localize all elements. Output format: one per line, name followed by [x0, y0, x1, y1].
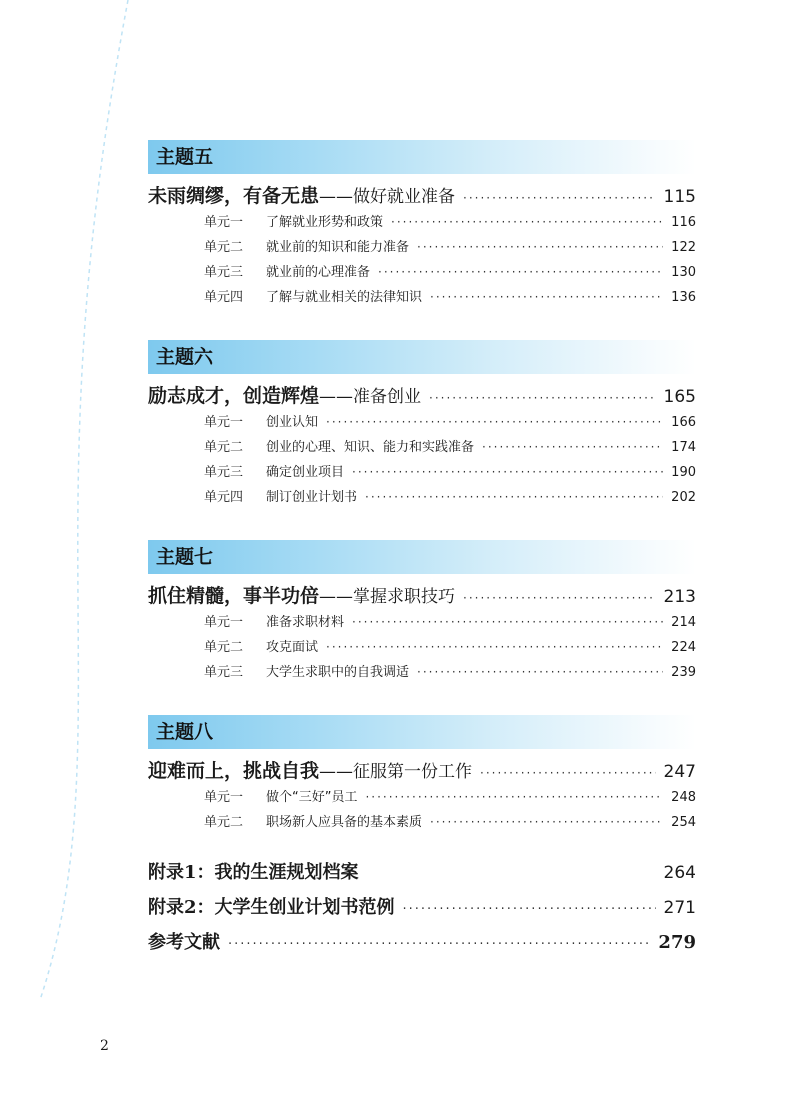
- toc-unit-row[interactable]: [204, 436, 696, 461]
- unit-title: 攻克面试: [266, 640, 319, 655]
- unit-label: 单元一: [204, 215, 244, 230]
- page-ref: 248: [671, 790, 696, 805]
- theme-title-rest: ——征服第一份工作: [319, 762, 473, 782]
- references-title: 参考文献: [148, 932, 220, 953]
- dot-leader: [352, 615, 663, 629]
- page-ref: 116: [671, 215, 696, 230]
- theme-title-rest: ——做好就业准备: [319, 187, 456, 207]
- unit-label: 单元三: [204, 665, 244, 680]
- theme-six-section: [148, 340, 696, 511]
- unit-label: 单元三: [204, 465, 244, 480]
- page-ref: 136: [671, 290, 696, 305]
- page-ref: 202: [671, 490, 696, 505]
- theme-seven-section: [148, 540, 696, 686]
- page-ref: 213: [663, 587, 696, 607]
- dot-leader: [429, 391, 656, 405]
- toc-unit-row[interactable]: [204, 811, 696, 836]
- toc-unit-row[interactable]: [204, 786, 696, 811]
- toc-unit-row[interactable]: [204, 261, 696, 286]
- theme-title-bold: 迎难而上，挑战自我: [148, 760, 320, 782]
- dot-leader: [430, 815, 663, 829]
- theme-seven-title-row[interactable]: [148, 581, 696, 611]
- dot-leader: [482, 440, 663, 454]
- theme-six-label: 主题六: [148, 340, 696, 374]
- toc-unit-row[interactable]: [204, 411, 696, 436]
- theme-six-title-row[interactable]: [148, 381, 696, 411]
- unit-label: 单元三: [204, 265, 244, 280]
- theme-title-rest: ——准备创业: [319, 387, 422, 407]
- dot-leader: [463, 591, 656, 605]
- theme-five-label: 主题五: [148, 140, 696, 174]
- unit-label: 单元二: [204, 815, 244, 830]
- dot-leader: [378, 265, 663, 279]
- decorative-dashed-curve: [0, 0, 160, 1000]
- dot-leader: [326, 415, 663, 429]
- dot-leader: [403, 902, 656, 917]
- theme-seven-label: 主题七: [148, 540, 696, 574]
- appendix-1-row[interactable]: [148, 858, 696, 892]
- page-ref: 279: [658, 932, 696, 953]
- unit-title: 做个“三好”员工: [266, 790, 358, 805]
- dot-leader: [417, 665, 663, 679]
- theme-eight-section: [148, 715, 696, 836]
- unit-title: 准备求职材料: [266, 615, 345, 630]
- theme-five-section: [148, 140, 696, 311]
- unit-title: 职场新人应具备的基本素质: [266, 815, 423, 830]
- page-ref: 122: [671, 240, 696, 255]
- page-ref: 214: [671, 615, 696, 630]
- unit-title: 创业认知: [266, 415, 319, 430]
- dot-leader: [365, 490, 663, 504]
- dot-leader: [352, 465, 663, 479]
- dot-leader: [430, 290, 663, 304]
- page-ref: 264: [663, 863, 696, 883]
- page-number: 2: [100, 1038, 109, 1054]
- dot-leader: [480, 766, 656, 780]
- unit-title: 大学生求职中的自我调适: [266, 665, 410, 680]
- page-ref: 239: [671, 665, 696, 680]
- unit-title: 就业前的心理准备: [266, 265, 371, 280]
- page-ref: 174: [671, 440, 696, 455]
- page-ref: 224: [671, 640, 696, 655]
- page-ref: 190: [671, 465, 696, 480]
- appendix-title: 附录1：我的生涯规划档案: [148, 862, 359, 883]
- unit-label: 单元二: [204, 240, 244, 255]
- toc-unit-row[interactable]: [204, 661, 696, 686]
- page-ref: 165: [663, 387, 696, 407]
- unit-label: 单元四: [204, 490, 244, 505]
- unit-label: 单元一: [204, 415, 244, 430]
- unit-label: 单元一: [204, 790, 244, 805]
- page-ref: 166: [671, 415, 696, 430]
- unit-title: 制订创业计划书: [266, 490, 358, 505]
- dot-leader: [417, 240, 663, 254]
- toc-unit-row[interactable]: [204, 286, 696, 311]
- dot-leader: [228, 937, 650, 952]
- unit-title: 了解与就业相关的法律知识: [266, 290, 423, 305]
- theme-title-rest: ——掌握求职技巧: [319, 587, 456, 607]
- page-ref: 247: [663, 762, 696, 782]
- dot-leader: [365, 790, 663, 804]
- page-ref: 115: [663, 187, 696, 207]
- unit-title: 创业的心理、知识、能力和实践准备: [266, 440, 475, 455]
- unit-title: 了解就业形势和政策: [266, 215, 384, 230]
- toc-unit-row[interactable]: [204, 211, 696, 236]
- theme-title-bold: 励志成才，创造辉煌: [148, 385, 320, 407]
- theme-eight-title-row[interactable]: [148, 756, 696, 786]
- dot-leader: [463, 191, 656, 205]
- theme-five-title-row[interactable]: [148, 181, 696, 211]
- unit-label: 单元一: [204, 615, 244, 630]
- unit-label: 单元二: [204, 640, 244, 655]
- unit-title: 确定创业项目: [266, 465, 345, 480]
- unit-label: 单元四: [204, 290, 244, 305]
- toc-unit-row[interactable]: [204, 486, 696, 511]
- dot-leader: [391, 215, 663, 229]
- dot-leader: [326, 640, 663, 654]
- toc-unit-row[interactable]: [204, 611, 696, 636]
- toc-unit-row[interactable]: [204, 461, 696, 486]
- unit-title: 就业前的知识和能力准备: [266, 240, 410, 255]
- page-ref: 130: [671, 265, 696, 280]
- references-row[interactable]: [148, 928, 696, 962]
- toc-unit-row[interactable]: [204, 636, 696, 661]
- theme-eight-label: 主题八: [148, 715, 696, 749]
- appendix-title: 附录2：大学生创业计划书范例: [148, 897, 395, 918]
- page-ref: 271: [663, 898, 696, 918]
- toc-unit-row[interactable]: [204, 236, 696, 261]
- theme-title-bold: 抓住精髓，事半功倍: [148, 585, 320, 607]
- unit-label: 单元二: [204, 440, 244, 455]
- theme-title-bold: 未雨绸缪，有备无患: [148, 185, 320, 207]
- appendix-2-row[interactable]: [148, 893, 696, 927]
- page-ref: 254: [671, 815, 696, 830]
